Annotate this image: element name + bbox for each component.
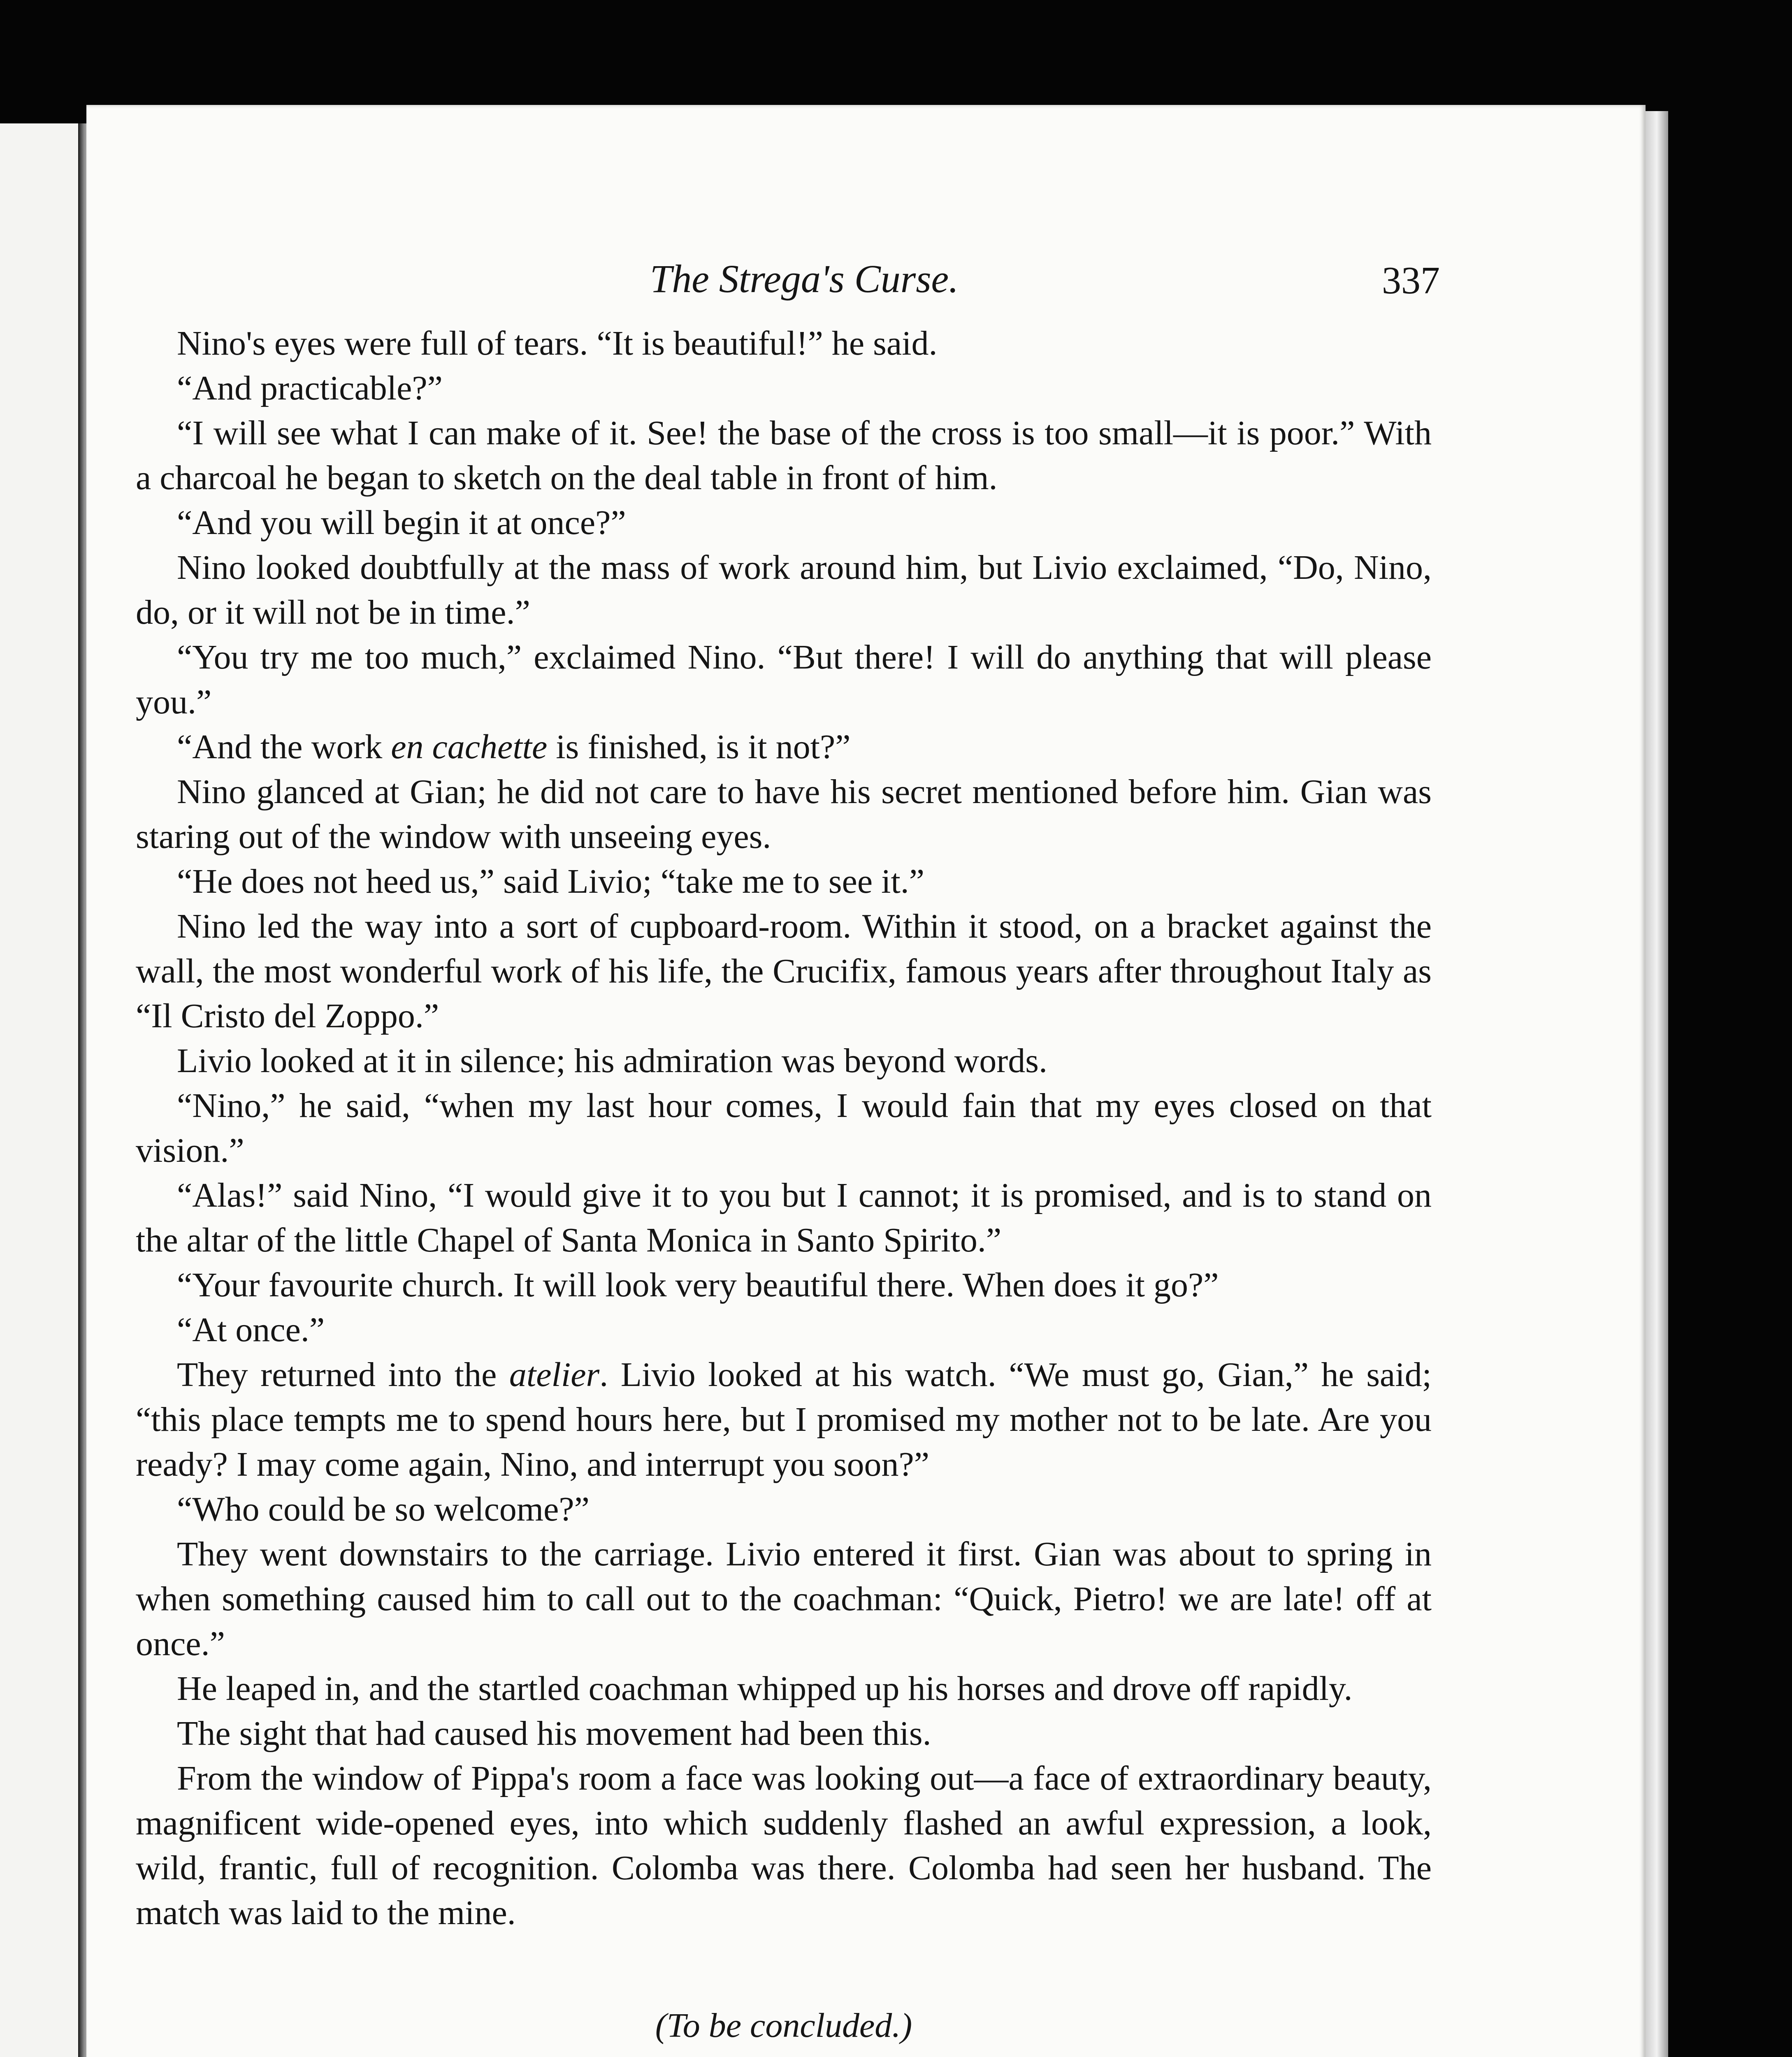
paragraph: “Who could be so welcome?”: [177, 1490, 590, 1528]
paragraph: He leaped in, and the startled coachman whipped up his horses and drove off rapidly.: [177, 1669, 1353, 1708]
running-title: The Strega's Curse.: [650, 257, 959, 301]
to-be-concluded-note: (To be concluded.): [655, 2006, 912, 2045]
page-number: 337: [1382, 259, 1440, 302]
paragraph: Nino looked doubtfully at the mass of work around him, but Livio exclaimed, “Do, Nino, do, or it will not be in time.”: [136, 548, 1432, 631]
paragraph: Livio looked at it in silence; his admiration was beyond words.: [177, 1042, 1047, 1080]
facing-page-edge: [0, 123, 82, 2057]
paragraph: “And practicable?”: [177, 369, 443, 407]
page-text: [136, 255, 1440, 2047]
paragraph: “At once.”: [177, 1311, 325, 1349]
paragraph: From the window of Pippa's room a face was looking out—a face of extraordinary beauty, magnificent wide-opened eyes, into which suddenly flashed an awful expression, a look, wild, frantic, full of recognition. Colomba was there. Colomba had seen her husband. The match was laid to the mine.: [136, 1759, 1432, 1932]
paragraph: Nino glanced at Gian; he did not care to have his secret mentioned before him. Gian was staring out of the window with unseeing eyes.: [136, 773, 1432, 856]
paragraph: “You try me too much,” exclaimed Nino. “But there! I will do anything that will please you.”: [136, 638, 1432, 721]
paragraph: “Your favourite church. It will look very beautiful there. When does it go?”: [177, 1266, 1219, 1304]
paragraph: The sight that had caused his movement had been this.: [177, 1714, 931, 1753]
paragraph: “He does not heed us,” said Livio; “take me to see it.”: [177, 862, 925, 901]
paragraph: “And you will begin it at once?”: [177, 504, 626, 542]
paragraph: Nino led the way into a sort of cupboard-room. Within it stood, on a bracket against the wall, the most wonderful work of his life, the Crucifix, famous years after throughout Italy as “Il Cristo del Zoppo.”: [136, 907, 1432, 1035]
paragraph: “I will see what I can make of it. See! the base of the cross is too small—it is poor.” With a charcoal he began to sketch on the deal table in front of him.: [136, 414, 1432, 497]
page-stack-edge: [1646, 111, 1668, 2057]
italic-phrase: en cachette: [391, 728, 548, 766]
italic-phrase: atelier: [509, 1356, 600, 1394]
body-text: [136, 321, 1432, 1935]
paragraph: “Nino,” he said, “when my last hour comes, I would fain that my eyes closed on that vision.”: [136, 1087, 1432, 1170]
running-header: [136, 255, 1440, 321]
paragraph: Nino's eyes were full of tears. “It is beautiful!” he said.: [177, 324, 938, 362]
paragraph: They returned into the atelier. Livio looked at his watch. “We must go, Gian,” he said; “this place tempts me to spend hours here, but I promised my mother not to be late. Are you ready? I may come again, Nino, and interrupt you soon?”: [136, 1356, 1432, 1484]
paragraph: “Alas!” said Nino, “I would give it to you but I cannot; it is promised, and is to stand on the altar of the little Chapel of Santa Monica in Santo Spirito.”: [136, 1176, 1432, 1259]
paragraph: They went downstairs to the carriage. Livio entered it first. Gian was about to spring in when something caused him to call out to the coachman: “Quick, Pietro! we are late! off at once.”: [136, 1535, 1432, 1663]
paragraph: “And the work en cachette is finished, is it not?”: [177, 728, 851, 766]
